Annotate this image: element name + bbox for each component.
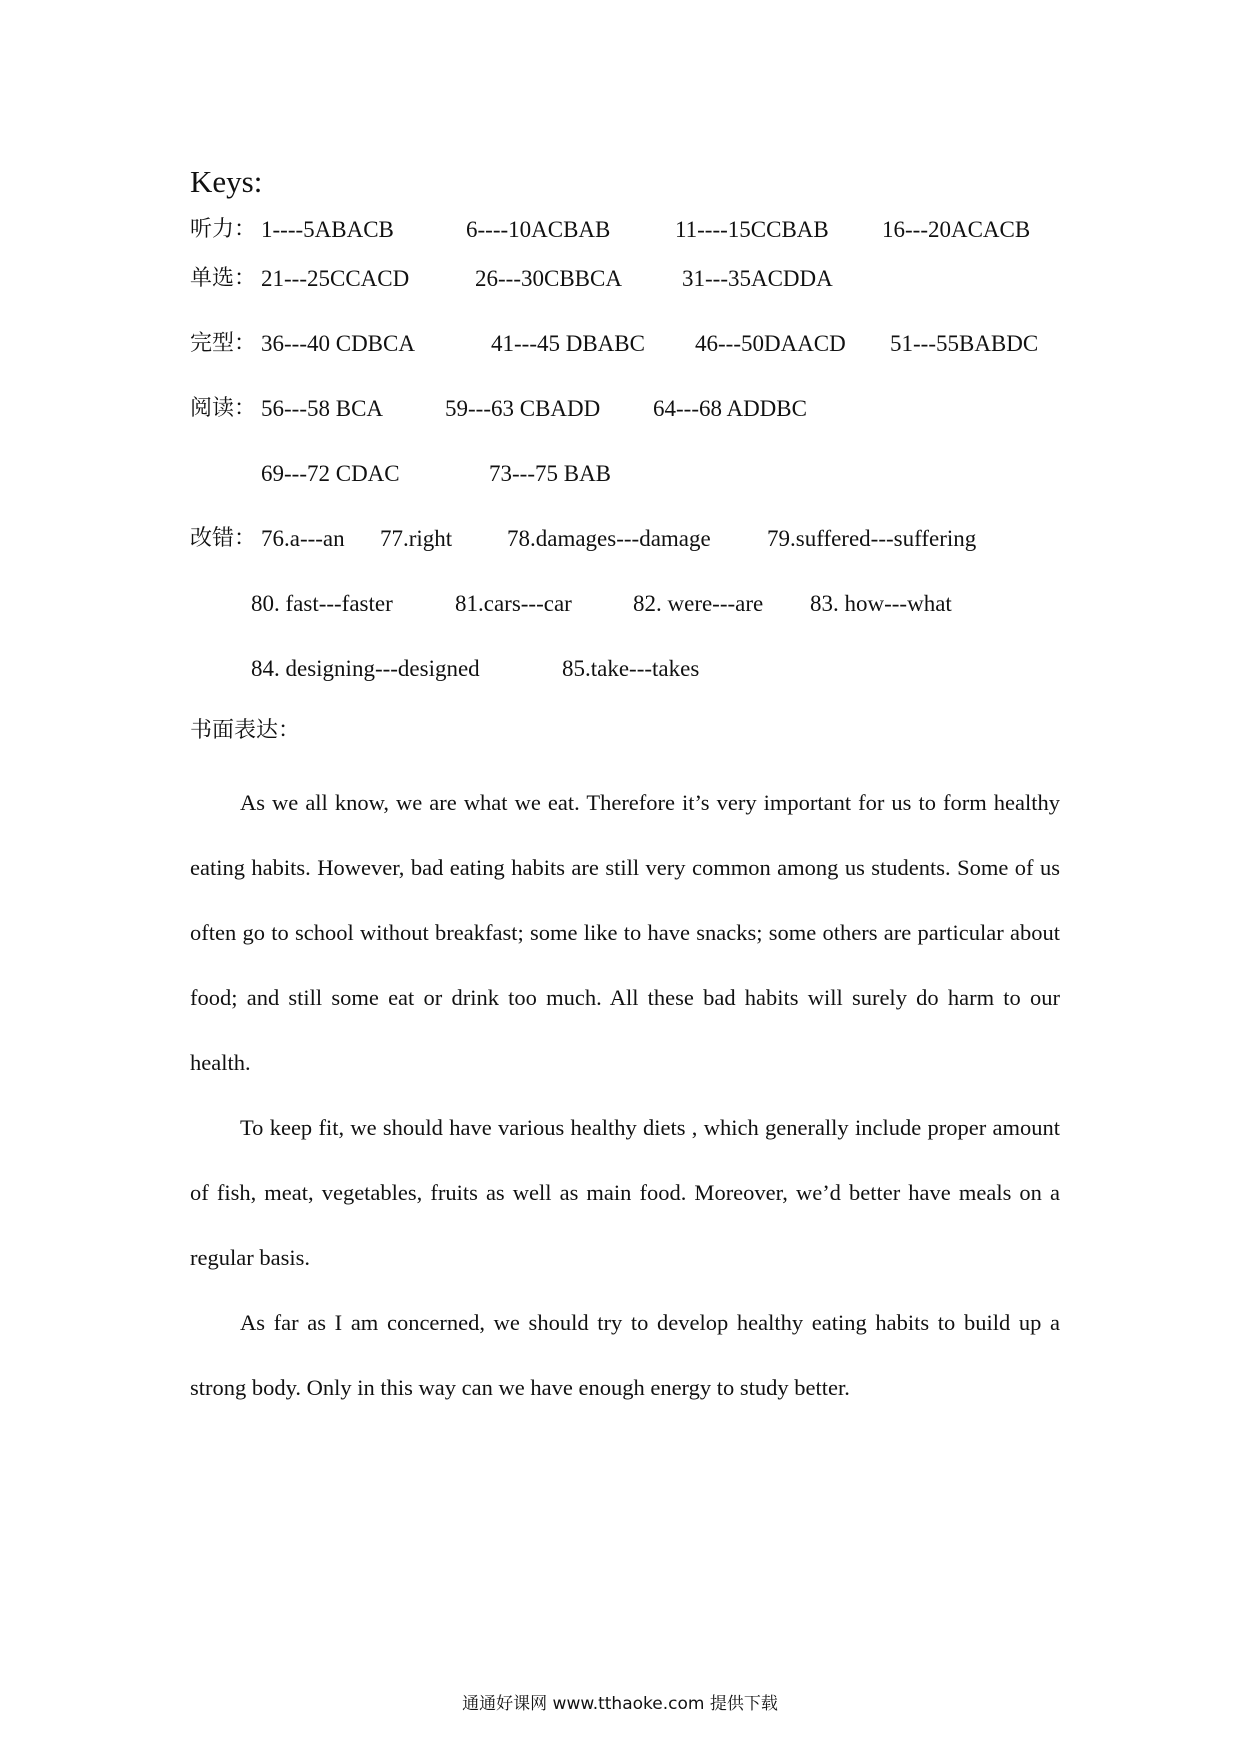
answer-item: 26---30CBBCA: [475, 266, 622, 291]
answer-item: 79.suffered---suffering: [767, 526, 977, 551]
answer-item: 80. fast---faster: [251, 591, 393, 616]
answer-item: 73---75 BAB: [489, 461, 612, 486]
answer-item: 46---50DAACD: [695, 331, 846, 356]
answer-item: 51---55BABDC: [890, 331, 1039, 356]
page-footer: 通通好课网 www.tthaoke.com 提供下载: [462, 1694, 778, 1714]
answer-item: 77.right: [380, 526, 453, 551]
section-label-correction: 改错：: [190, 526, 257, 551]
section-label-reading: 阅读：: [190, 396, 257, 421]
answer-item: 41---45 DBABC: [491, 331, 645, 356]
section-label-writing: 书面表达：: [190, 718, 301, 743]
answer-item: 69---72 CDAC: [261, 461, 400, 486]
answer-item: 6----10ACBAB: [466, 217, 611, 242]
answer-item: 64---68 ADDBC: [653, 396, 807, 421]
answer-item: 81.cars---car: [455, 591, 572, 616]
answer-item: 16---20ACACB: [882, 217, 1031, 242]
answer-item: 59---63 CBADD: [445, 396, 601, 421]
section-label-single-choice: 单选：: [190, 266, 257, 291]
essay-paragraph: To keep fit, we should have various healthy diets , which generally include proper amount of fish, meat, vegetables, fruits as well as main food. Moreover, we’d better have meals on a regular basis.: [190, 1115, 1060, 1270]
answer-item: 56---58 BCA: [261, 396, 384, 421]
section-label-listening: 听力：: [190, 217, 257, 242]
answer-item: 85.take---takes: [562, 656, 700, 681]
answer-item: 78.damages---damage: [507, 526, 711, 551]
page-title: Keys:: [190, 164, 263, 199]
section-label-cloze: 完型：: [190, 331, 257, 356]
answer-item: 83. how---what: [810, 591, 952, 616]
essay-paragraph: As we all know, we are what we eat. Therefore it’s very important for us to form healthy eating habits. However, bad eating habits are still very common among us students. Some of us often go to school without breakfast; some like to have snacks; some others are particular about food; and still some eat or drink too much. All these bad habits will surely do harm to our health.: [190, 790, 1060, 1075]
answer-item: 1----5ABACB: [261, 217, 394, 242]
answer-item: 84. designing---designed: [251, 656, 480, 681]
answer-item: 31---35ACDDA: [682, 266, 833, 291]
answer-item: 82. were---are: [633, 591, 764, 616]
answer-item: 36---40 CDBCA: [261, 331, 415, 356]
essay-paragraph: As far as I am concerned, we should try to develop healthy eating habits to build up a strong body. Only in this way can we have enough energy to study better.: [190, 1310, 1060, 1400]
answer-item: 11----15CCBAB: [675, 217, 829, 242]
answer-item: 76.a---an: [261, 526, 345, 551]
answer-item: 21---25CCACD: [261, 266, 410, 291]
